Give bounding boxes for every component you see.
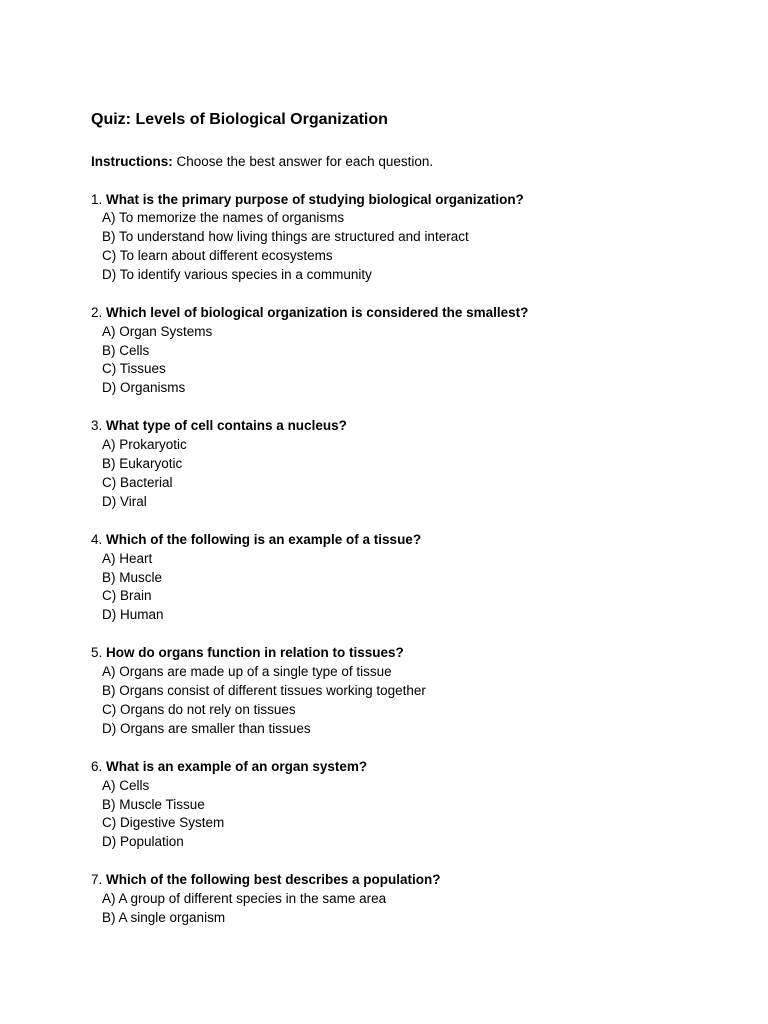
answer-option: D) Organisms [102, 380, 186, 396]
answer-option: A) Organ Systems [102, 323, 213, 339]
question-prompt [91, 304, 711, 323]
answer-option: C) Bacterial [102, 474, 173, 490]
answer-option: B) A single organism [102, 910, 226, 925]
answer-option: C) Tissues [102, 361, 166, 377]
answer-option: A) Organs are made up of a single type of tissue [102, 664, 392, 680]
question-number: 3. [91, 418, 103, 434]
answer-option: A) Prokaryotic [102, 437, 187, 453]
question-number: 1. [91, 191, 103, 207]
question-2 [91, 304, 711, 398]
question-prompt [91, 191, 711, 210]
answer-option: D) To identify various species in a community [102, 266, 372, 282]
question-6 [91, 758, 711, 852]
answer-option: A) Heart [102, 550, 153, 566]
answer-option: D) Organs are smaller than tissues [102, 720, 311, 736]
question-text: What type of cell contains a nucleus? [106, 418, 347, 434]
question-number: 7. [91, 872, 103, 888]
answer-option: A) Cells [102, 777, 150, 793]
instructions-label: Instructions: [91, 154, 173, 169]
question-number: 4. [91, 531, 103, 547]
answer-option: B) Organs consist of different tissues working together [102, 683, 426, 699]
answer-option: B) Cells [102, 342, 150, 358]
answer-option: D) Population [102, 834, 184, 850]
question-text: Which of the following best describes a population? [106, 872, 441, 888]
question-prompt [91, 758, 711, 777]
answer-option: A) To memorize the names of organisms [102, 210, 345, 226]
answer-option: B) To understand how living things are structured and interact [102, 229, 469, 245]
question-number: 6. [91, 758, 103, 774]
answer-options [91, 323, 711, 398]
question-3 [91, 417, 711, 511]
question-prompt [91, 871, 711, 890]
question-1 [91, 191, 711, 285]
question-text: What is an example of an organ system? [106, 758, 368, 774]
answer-option: D) Human [102, 607, 164, 623]
answer-option: B) Muscle [102, 569, 163, 585]
question-text: Which level of biological organization is considered the smallest? [106, 304, 529, 320]
question-prompt [91, 644, 711, 663]
answer-options [91, 209, 711, 284]
page-title: Quiz: Levels of Biological Organization [91, 111, 388, 128]
question-number: 2. [91, 304, 103, 320]
question-text: Which of the following is an example of a tissue? [106, 531, 422, 547]
answer-options [91, 663, 711, 738]
answer-options [91, 436, 711, 511]
question-7 [91, 871, 711, 927]
question-5 [91, 644, 711, 738]
quiz-document [91, 109, 711, 928]
question-prompt [91, 417, 711, 436]
question-text: How do organs function in relation to tissues? [106, 645, 404, 661]
question-text: What is the primary purpose of studying biological organization? [106, 191, 524, 207]
question-4 [91, 531, 711, 625]
answer-option: C) Brain [102, 588, 152, 604]
instructions-text: Choose the best answer for each question. [172, 154, 434, 169]
answer-option: B) Muscle Tissue [102, 796, 205, 812]
question-number: 5. [91, 645, 103, 661]
answer-option: B) Eukaryotic [102, 456, 183, 472]
answer-options [91, 550, 711, 625]
answer-option: C) Digestive System [102, 815, 225, 831]
instructions [91, 153, 711, 171]
answer-option: A) A group of different species in the same area [102, 891, 387, 907]
question-prompt [91, 531, 711, 550]
answer-options [91, 777, 711, 852]
answer-option: D) Viral [102, 493, 147, 509]
answer-option: C) Organs do not rely on tissues [102, 701, 296, 717]
answer-option: C) To learn about different ecosystems [102, 247, 333, 263]
answer-options [91, 890, 711, 928]
